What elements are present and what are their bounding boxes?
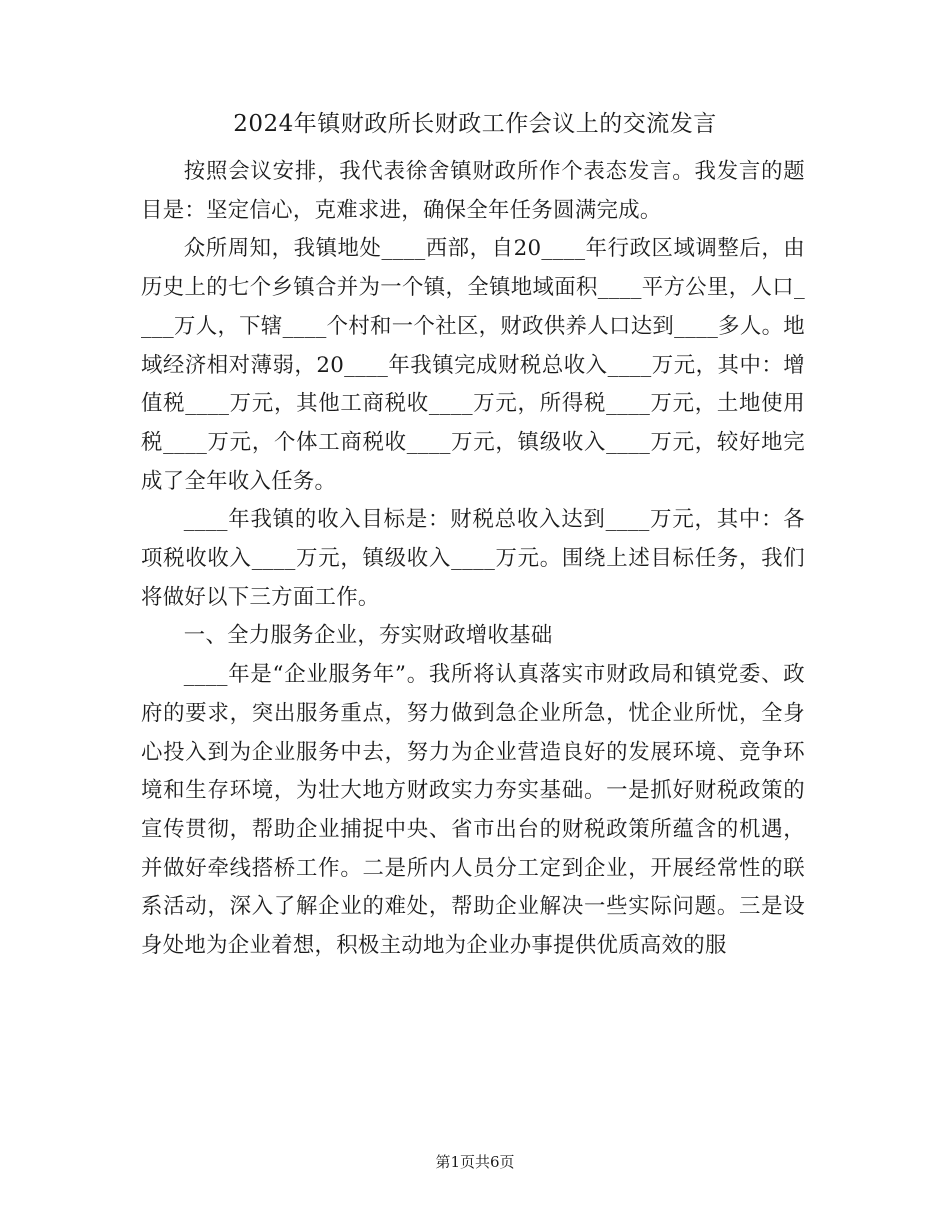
paragraph-revenue-targets: ____年我镇的收入目标是：财税总收入达到____万元，其中：各项税收收入____万元，镇级收入____万元。围绕上述目标任务，我们将做好以下三方面工作。 bbox=[141, 507, 805, 610]
paragraph-enterprise-service: ____年是“企业服务年”。我所将认真落实市财政局和镇党委、政府的要求，突出服务重点，努力做到急企业所急，忧企业所忧，全身心投入到为企业服务中去，努力为企业营造良好的发展环境、竞争环境和生存环境，为壮大地方财政实力夯实基础。一是抓好财税政策的宣传贯彻，帮助企业捕捉中央、省市出台的财税政策所蕴含的机遇，并做好牵线搭桥工作。二是所内人员分工定到企业，开展经常性的联系活动，深入了解企业的难处，帮助企业解决一些实际问题。三是设身处地为企业着想，积极主动地为企业办事提供优质高效的服 bbox=[141, 662, 805, 959]
document-title: 2024年镇财政所长财政工作会议上的交流发言 bbox=[233, 111, 717, 137]
section-heading-1: 一、全力服务企业，夯实财政增收基础 bbox=[183, 623, 553, 649]
paragraph-town-overview: 众所周知，我镇地处____西部，自20____年行政区域调整后，由历史上的七个乡镇合并为一个镇，全镇地域面积____平方公里，人口____万人，下辖____个村和一个社区，财政供养人口达到____多人。地域经济相对薄弱，20____年我镇完成财税总收入____万元，其中：增值税____万元，其他工商税收____万元，所得税____万元，土地使用税____万元，个体工商税收____万元，镇级收入____万元，较好地完成了全年收入任务。 bbox=[141, 236, 805, 494]
paragraph-intro: 按照会议安排，我代表徐舍镇财政所作个表态发言。我发言的题目是：坚定信心，克难求进，确保全年任务圆满完成。 bbox=[141, 159, 805, 223]
page-number: 第1页共6页 bbox=[435, 1153, 515, 1171]
document-body bbox=[141, 153, 805, 966]
